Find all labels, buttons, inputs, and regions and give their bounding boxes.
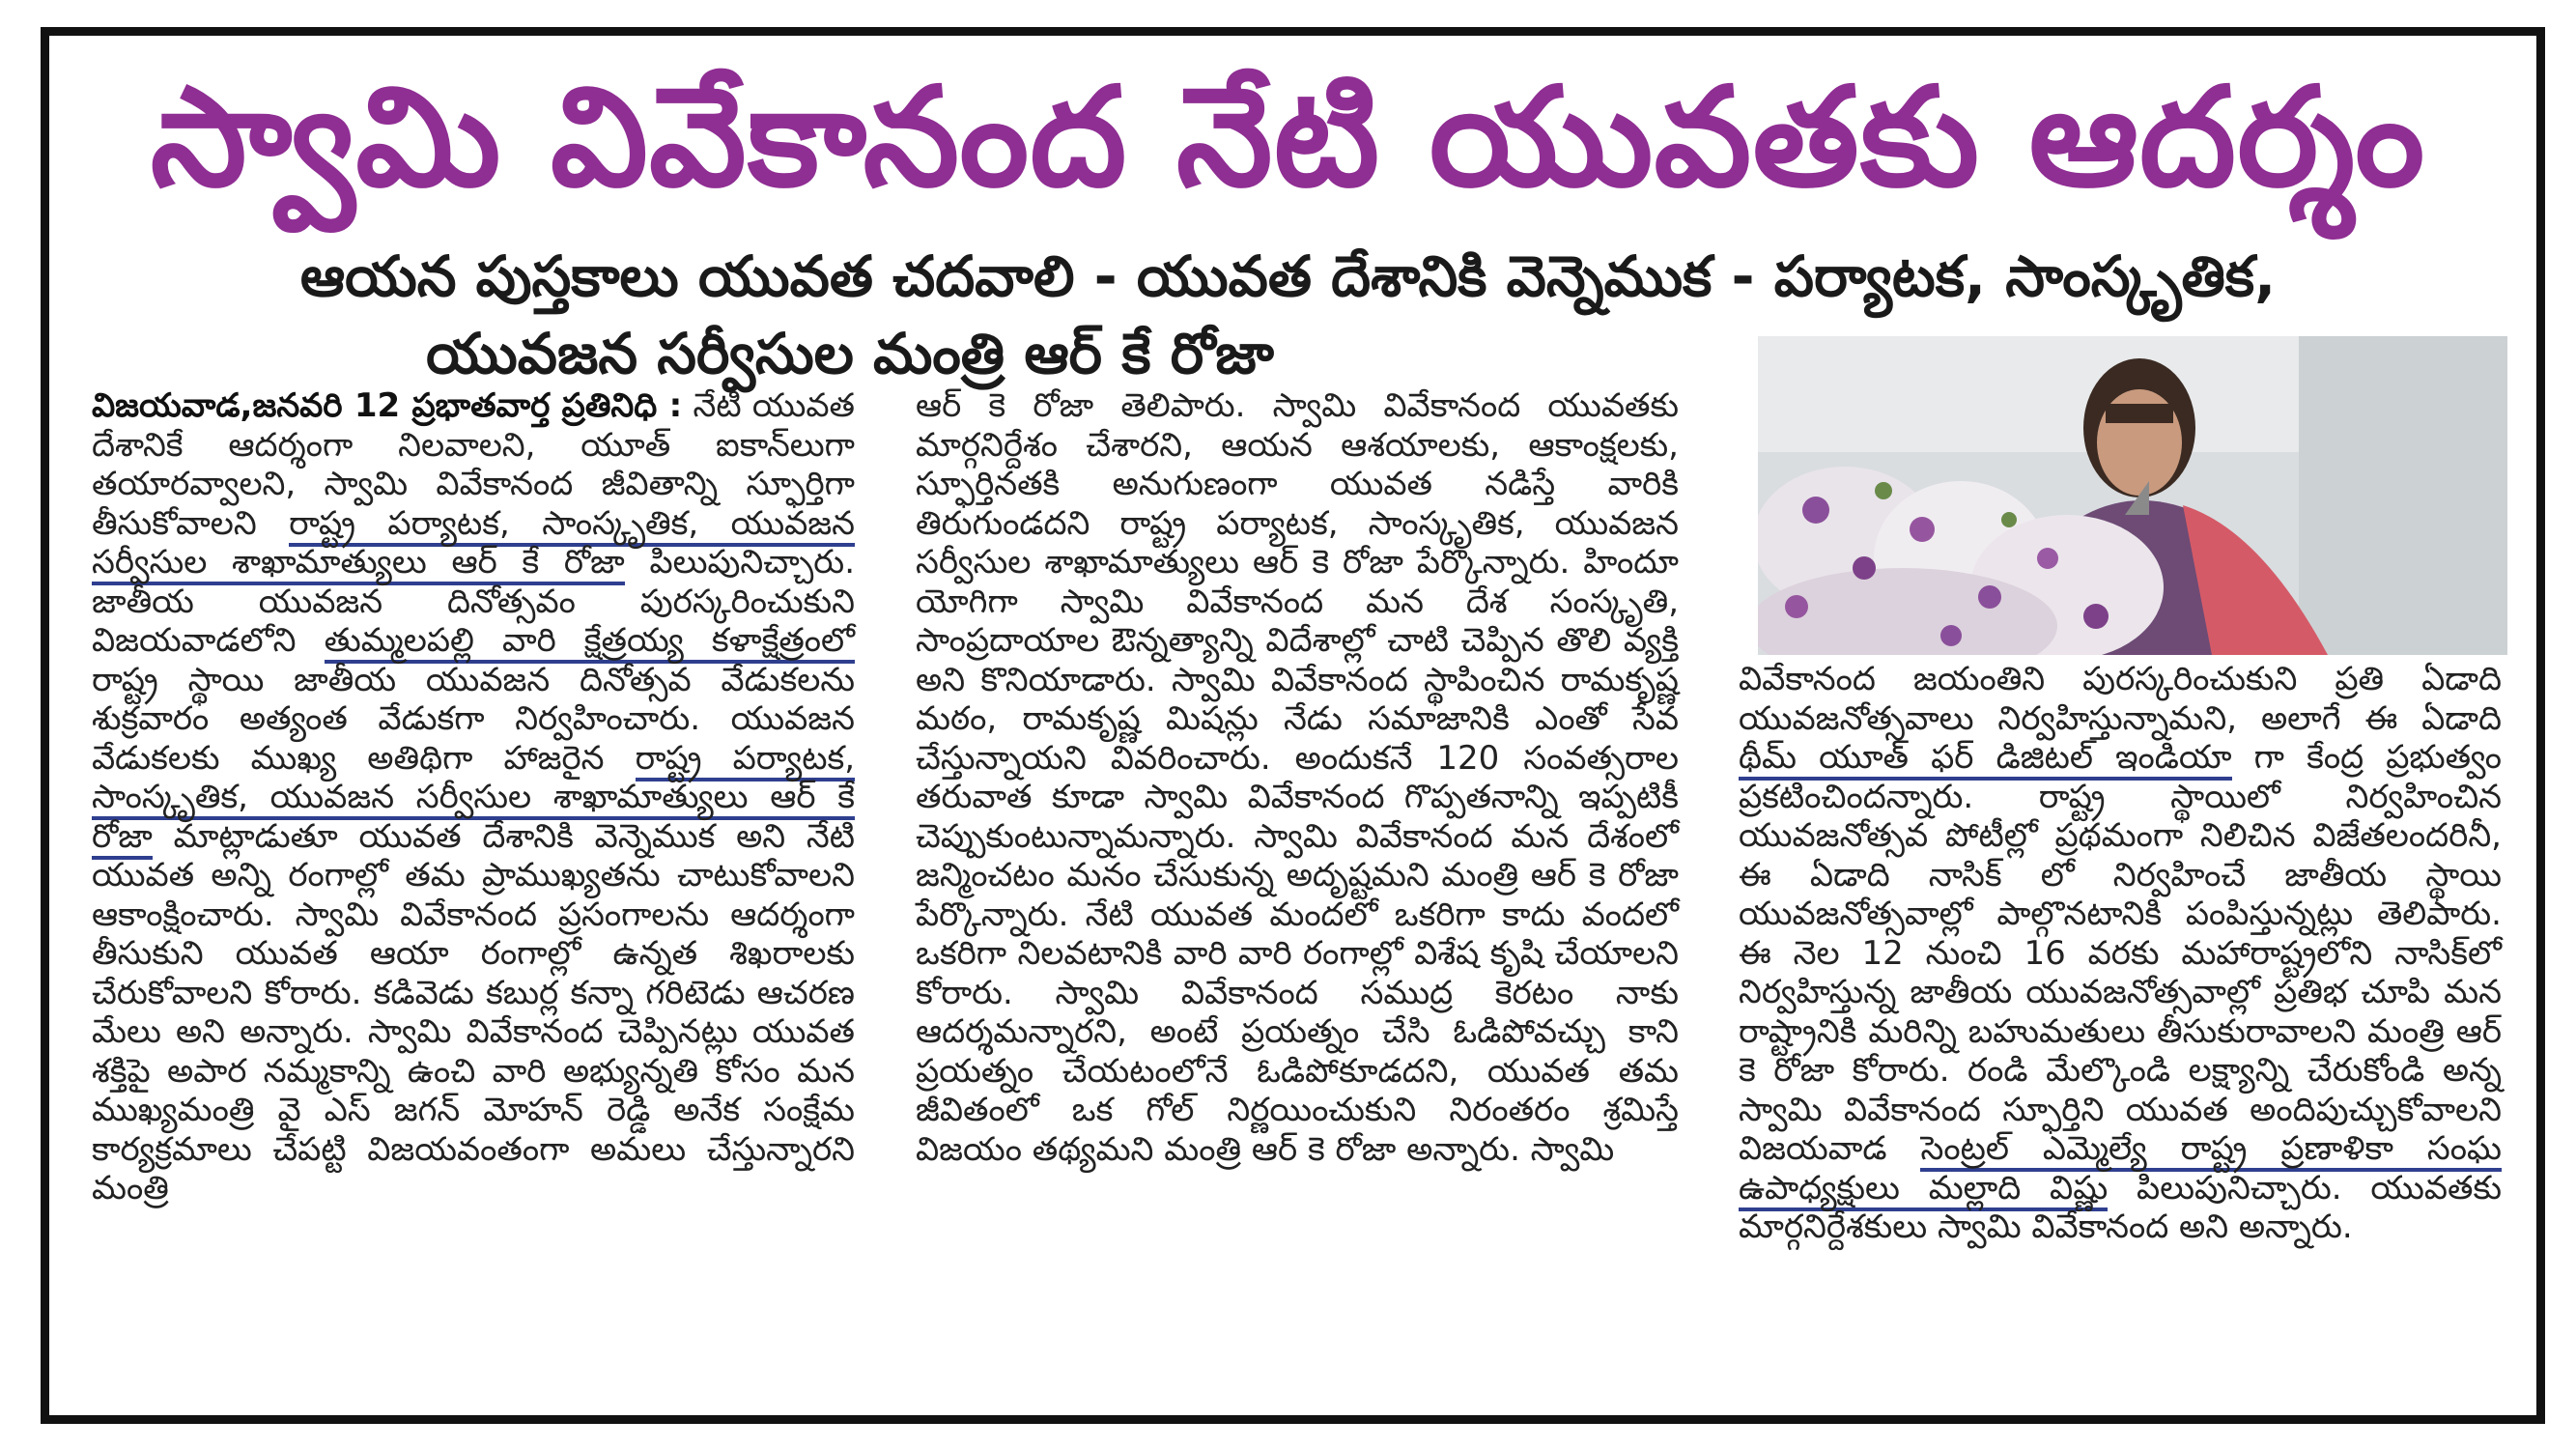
minister-speaking-photo xyxy=(1758,336,2507,655)
subheadline-line-2: యువజన సర్వీసుల మంత్రి ఆర్ కే రోజా xyxy=(426,321,1274,386)
column-1-text-b: పిలుపునిచ్చారు. జాతీయ యువజన దినోత్సవం పురస్కరించుకుని విజయవాడలోని xyxy=(92,543,856,660)
article-column-1 xyxy=(92,386,855,1208)
column-3-text-c: పిలుపునిచ్చారు. యువతకు మార్గనిర్దేశకులు స్వామి వివేకానంద అని అన్నారు. xyxy=(1739,1168,2502,1246)
column-3-text-b: గా కేంద్ర ప్రభుత్వం ప్రకటించిందన్నారు. రాష్ట్ర స్థాయిలో నిర్వహించిన యువజనోత్సవ పోటీల్లో ప్రథమంగా నిలిచిన విజేతలందరినీ, ఈ ఏడాది నాసిక్ లో నిర్వహించే జాతీయ స్థాయి యువజనోత్సవాల్లో పాల్గొనటానికి పంపిస్తున్నట్లు తెలిపారు. ఈ నెల 12 నుంచి 16 వరకు మహారాష్ట్రలోని నాసిక్‌లో నిర్వహిస్తున్న జాతీయ యువజనోత్సవాల్లో ప్రతిభ చూపి మన రాష్ట్రానికి మరిన్ని బహుమతులు తీసుకురావాలని మంత్రి ఆర్ కె రోజా కోరారు. రండి మేల్కొండి లక్ష్యాన్ని చేరుకోండి అన్న స్వామి వివేకానంద స్ఫూర్తిని యువత అందిపుచ్చుకోవాలని విజయవాడ xyxy=(1739,738,2502,1168)
column-1-text-a: నేటి యువత దేశానికే ఆదర్శంగా నిలవాలని, యూత్ ఐకాన్‌లుగా తయారవ్వాలని, స్వామి వివేకానంద జీవితాన్ని స్ఫూర్తిగా తీసుకోవాలని xyxy=(92,386,855,543)
article-column-2 xyxy=(916,386,1679,1169)
column-2-text: ఆర్ కె రోజా తెలిపారు. స్వామి వివేకానంద యువతకు మార్గనిర్దేశం చేశారని, ఆయన ఆశయాలకు, ఆకాంక్షలకు, స్ఫూర్తినతకి అనుగుణంగా యువత నడిస్తే వారికి తిరుగుండదని రాష్ట్ర పర్యాటక, సాంస్కృతిక, యువజన సర్వీసుల శాఖామాత్యులు ఆర్ కె రోజా పేర్కొన్నారు. హిందూ యోగిగా స్వామి వివేకానంద మన దేశ సంస్కృతి, సాంప్రదాయాల ఔన్నత్యాన్ని విదేశాల్లో చాటి చెప్పిన తొలి వ్యక్తి అని కొనియాడారు. స్వామి వివేకానంద స్థాపించిన రామకృష్ణ మఠం, రామకృష్ణ మిషన్లు నేడు సమాజానికి ఎంతో సేవ చేస్తున్నాయని వివరించారు. అందుకనే 120 సంవత్సరాల తరువాత కూడా స్వామి వివేకానంద గొప్పతనాన్ని ఇప్పటికీ చెప్పుకుంటున్నామన్నారు. స్వామి వివేకానంద మన దేశంలో జన్మించటం మనం చేసుకున్న అదృష్టమని మంత్రి ఆర్ కె రోజా పేర్కొన్నారు. నేటి యువత మందలో ఒకరిగా కాదు వందలో ఒకరిగా నిలవటానికి వారి వారి రంగాల్లో విశేష కృషి చేయాలని కోరారు. స్వామి వివేకానంద సముద్ర కెరటం నాకు ఆదర్శమన్నారని, అంటే ప్రయత్నం చేసి ఓడిపోవచ్చు కాని ప్రయత్నం చేయటంలోనే ఓడిపోకూడదని, యువత తమ జీవితంలో ఒక గోల్ నిర్ణయించుకుని నిరంతరం శ్రమిస్తే విజయం తథ్యమని మంత్రి ఆర్ కె రోజా అన్నారు. స్వామి xyxy=(916,386,1679,1169)
article-column-3 xyxy=(1739,660,2502,1247)
underlined-minister-title-1: రాష్ట్ర పర్యాటక, సాంస్కృతిక, యువజన సర్వీసుల శాఖామాత్యులు ఆర్ కే రోజా xyxy=(92,504,855,586)
dateline: విజయవాడ,జనవరి 12 ప్రభాతవార్త ప్రతినిధి : xyxy=(92,386,683,425)
photo-illustration xyxy=(1758,336,2507,655)
underlined-mla-title: సెంట్రల్ ఎమ్మెల్యే రాష్ట్ర ప్రణాళికా సంఘ ఉపాధ్యక్షులు మల్లాది విష్ణు xyxy=(1739,1129,2502,1211)
headline: స్వామి వివేకానంద నేటి యువతకు ఆదర్శం xyxy=(150,58,2426,217)
underlined-theme: థీమ్ యూత్ ఫర్ డిజిటల్ ఇండియా xyxy=(1739,738,2232,781)
column-3-text-a: వివేకానంద జయంతిని పురస్కరించుకుని ప్రతి ఏడాది యువజనోత్సవాలు నిర్వహిస్తున్నామని, అలాగే ఈ ఏడాది xyxy=(1739,660,2502,738)
underlined-venue: తుమ్మలపల్లి వారి క్షేత్రయ్య కళాక్షేత్రంలో xyxy=(325,621,855,664)
column-1-text-d: మాట్లాడుతూ యువత దేశానికి వెన్నెముక అని నేటి యువత అన్ని రంగాల్లో తమ ప్రాముఖ్యతను చాటుకోవాలని ఆకాంక్షించారు. స్వామి వివేకానంద ప్రసంగాలను ఆదర్శంగా తీసుకుని యువత ఆయా రంగాల్లో ఉన్నత శిఖరాలకు చేరుకోవాలని కోరారు. కడివెడు కబుర్ల కన్నా గరిటెడు ఆచరణ మేలు అని అన్నారు. స్వామి వివేకానంద చెప్పినట్లు యువత శక్తిపై అపార నమ్మకాన్ని ఉంచి వారి అభ్యున్నతి కోసం మన ముఖ్యమంత్రి వై ఎస్ జగన్ మోహన్ రెడ్డి అనేక సంక్షేమ కార్యక్రమాలు చేపట్టి విజయవంతంగా అమలు చేస్తున్నారని మంత్రి xyxy=(92,816,855,1208)
underlined-minister-title-2: రాష్ట్ర పర్యాటక, సాంస్కృతిక, యువజన సర్వీసుల శాఖామాత్యులు ఆర్ కే రోజా xyxy=(92,739,855,860)
column-1-text-c: రాష్ట్ర స్థాయి జాతీయ యువజన దినోత్సవ వేడుకలను శుక్రవారం అత్యంత వేడుకగా నిర్వహించారు. యువజన వేడుకలకు ముఖ్య అతిథిగా హాజరైన xyxy=(92,660,855,778)
subheadline-line-1: ఆయన పుస్తకాలు యువత చదవాలి - యువత దేశానికి వెన్నెముక - పర్యాటక, సాంస్కృతిక, xyxy=(299,243,2277,309)
